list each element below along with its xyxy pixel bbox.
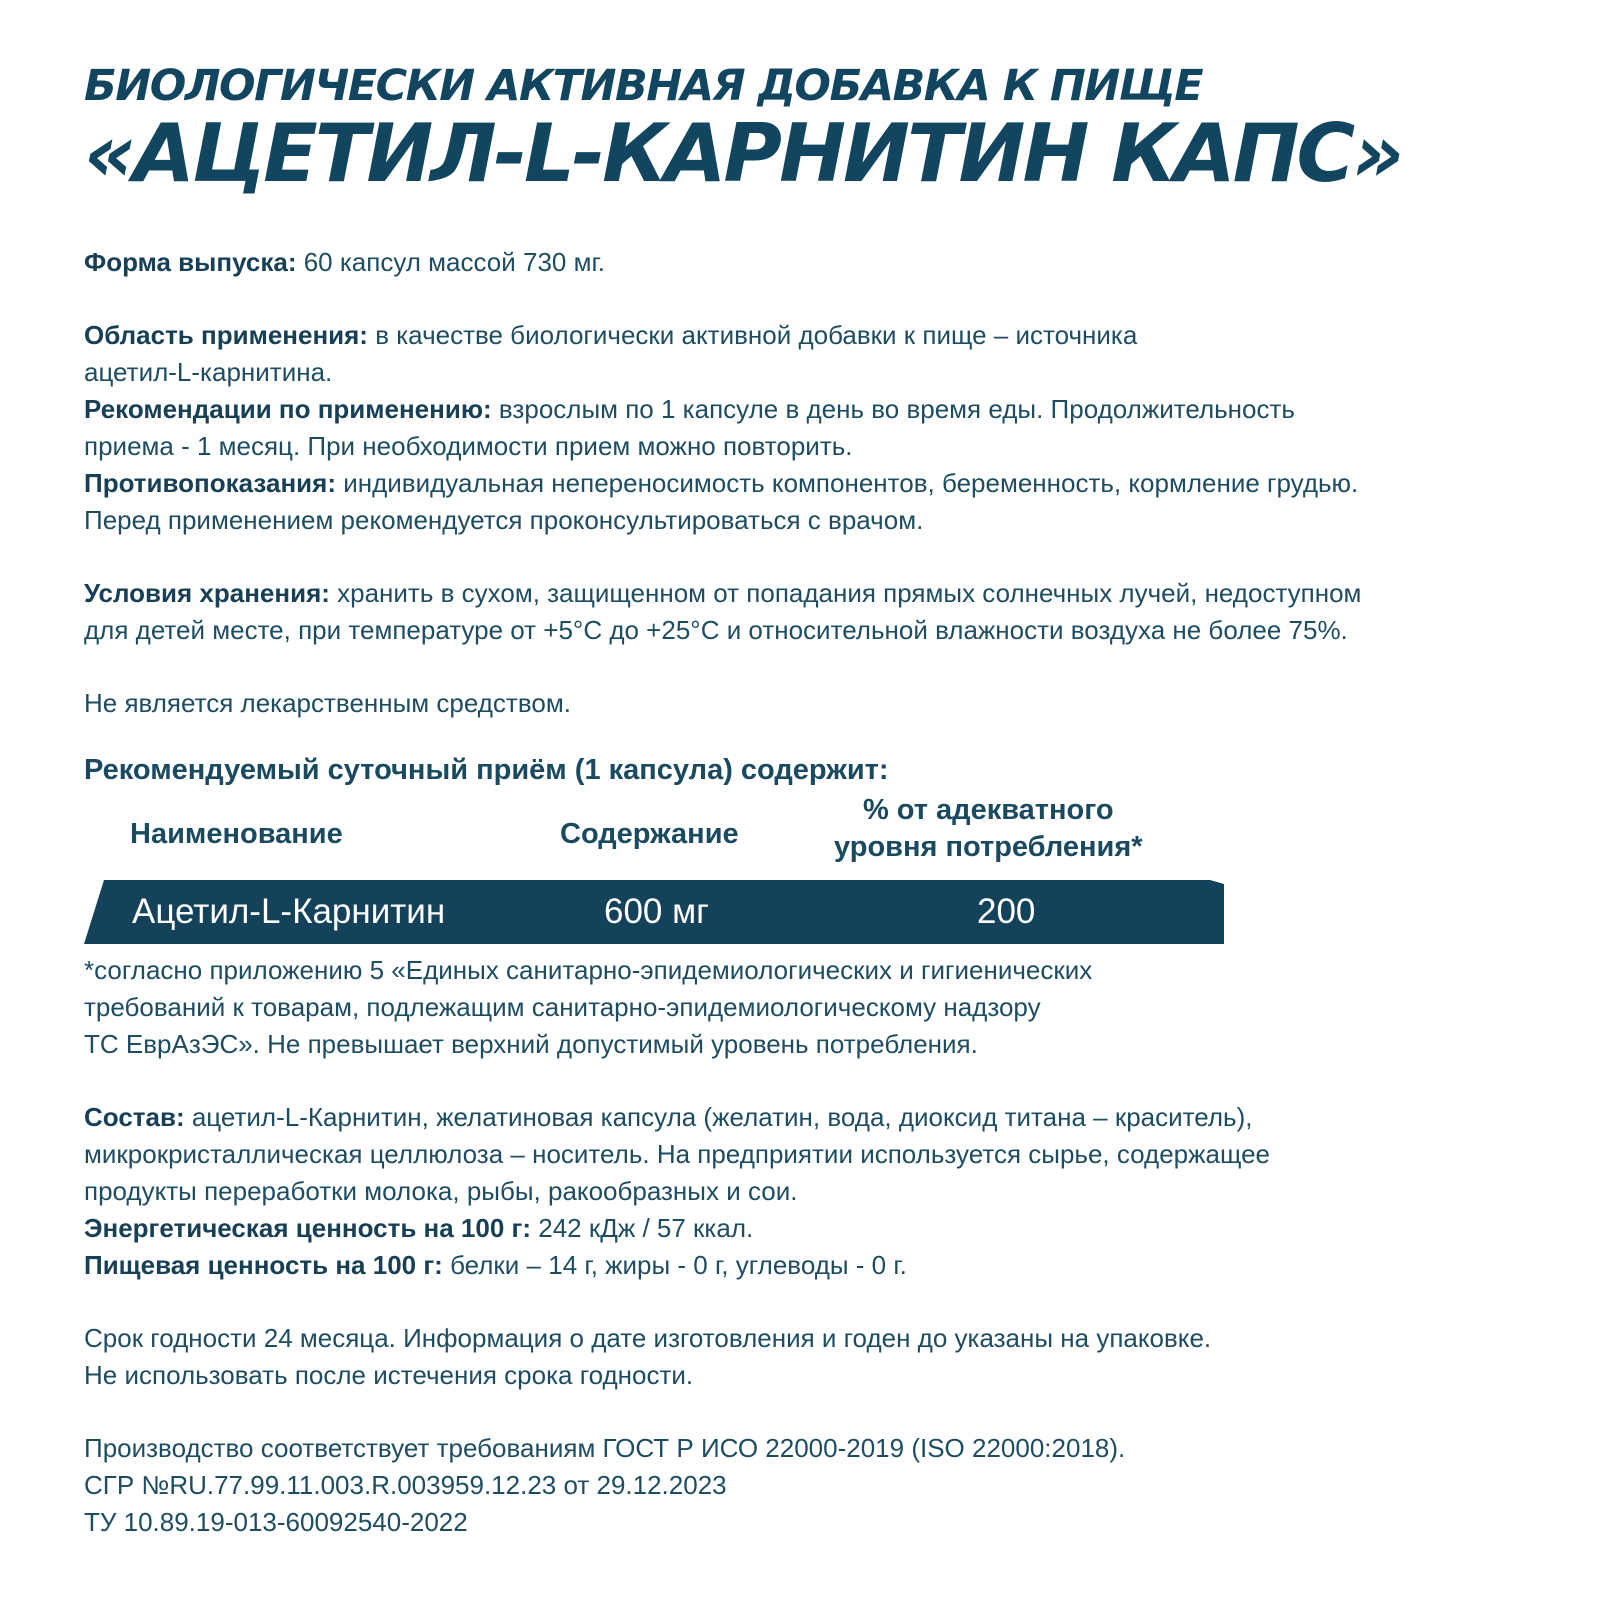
storage-conditions (84, 575, 1564, 612)
storage-line1: хранить в сухом, защищенном от попадания прямых солнечных лучей, недоступном (329, 578, 1362, 608)
label-sheet (84, 60, 1564, 1541)
contraindications-line2: Перед применением рекомендуется проконсультироваться с врачом. (84, 505, 924, 535)
storage-label: Условия хранения: (84, 578, 330, 608)
nutrition-label: Пищевая ценность на 100 г: (84, 1250, 443, 1280)
nutrition-amount: белки – 14 г, жиры - 0 г, углеводы - 0 г. (442, 1250, 907, 1280)
energy-amount: 242 кДж / 57 ккал. (531, 1213, 754, 1243)
storage-line2: для детей месте, при температуре от +5°С до +25°С и относительной влажности воздуха не более 75%. (84, 615, 1348, 645)
daily-intake-heading: Рекомендуемый суточный приём (1 капсула) содержит: (84, 754, 889, 786)
release-form-value: 60 капсул массой 730 мг. (296, 247, 606, 277)
not-medicine-note: Не является лекарственным средством. (84, 688, 571, 718)
shelf-life-line2: Не использовать после истечения срока годности. (84, 1360, 694, 1390)
contraindications-line1: индивидуальная непереносимость компонентов, беременность, кормление грудью. (335, 468, 1359, 498)
production-standard: Производство соответствует требованиям ГОСТ Р ИСО 22000-2019 (ISO 22000:2018). (84, 1433, 1126, 1463)
product-name-title: «АЦЕТИЛ-L-КАРНИТИН КАПС» (84, 107, 1402, 200)
technical-conditions: ТУ 10.89.19-013-60092540-2022 (84, 1507, 468, 1537)
composition-line1: ацетил-L-Карнитин, желатиновая капсула (желатин, вода, диоксид титана – краситель), (184, 1102, 1253, 1132)
contraindications (84, 465, 1564, 502)
footnote-line3: ТС ЕврАзЭС». Не превышает верхний допустимый уровень потребления. (84, 1029, 978, 1059)
column-header-percent (834, 792, 1143, 866)
contraindications-label: Противопоказания: (84, 468, 336, 498)
composition (84, 1099, 1564, 1136)
footnote-line1: *согласно приложению 5 «Единых санитарно-эпидемиологических и гигиенических (84, 955, 1093, 985)
nutrition-value (84, 1247, 1564, 1284)
column-header-percent-line1: % от адекватного (862, 794, 1114, 826)
column-header-name: Наименование (130, 818, 343, 850)
registration-certificate: СГР №RU.77.99.11.003.R.003959.12.23 от 29.12.2023 (84, 1470, 727, 1500)
shelf-life-line1: Срок годности 24 месяца. Информация о дате изготовления и годен до указаны на упаковке. (84, 1323, 1212, 1353)
table-row (84, 880, 1224, 944)
composition-label: Состав: (84, 1102, 185, 1132)
usage-area-label: Область применения: (84, 320, 368, 350)
release-form (84, 244, 1564, 281)
recommendations (84, 391, 1564, 428)
recommendations-label: Рекомендации по применению: (84, 394, 492, 424)
recommendations-line1: взрослым по 1 капсуле в день во время еды. Продолжительность (491, 394, 1295, 424)
usage-area (84, 317, 1564, 354)
daily-intake-table (84, 792, 1224, 952)
row-percent-cell: 200 (977, 892, 1036, 931)
product-category-title: БИОЛОГИЧЕСКИ АКТИВНАЯ ДОБАВКА К ПИЩЕ (84, 61, 1203, 111)
row-content-cell: 600 мг (604, 892, 709, 931)
usage-area-line1: в качестве биологически активной добавки к пище – источника (367, 320, 1138, 350)
column-header-percent-line2: уровня потребления* (834, 831, 1143, 863)
recommendations-line2: приема - 1 месяц. При необходимости прием можно повторить. (84, 431, 853, 461)
composition-line2: микрокристаллическая целлюлоза – носитель. На предприятии используется сырье, содержащее (84, 1139, 1270, 1169)
row-name-cell: Ацетил-L-Карнитин (132, 892, 446, 931)
composition-line3: продукты переработки молока, рыбы, ракообразных и сои. (84, 1176, 798, 1206)
footnote-line2: требований к товарам, подлежащим санитарно-эпидемиологическому надзору (84, 992, 1041, 1022)
energy-label: Энергетическая ценность на 100 г: (84, 1213, 532, 1243)
energy-value (84, 1210, 1564, 1247)
column-header-content: Содержание (560, 818, 739, 850)
release-form-label: Форма выпуска: (84, 247, 297, 277)
usage-area-line2: ацетил-L-карнитина. (84, 357, 333, 387)
